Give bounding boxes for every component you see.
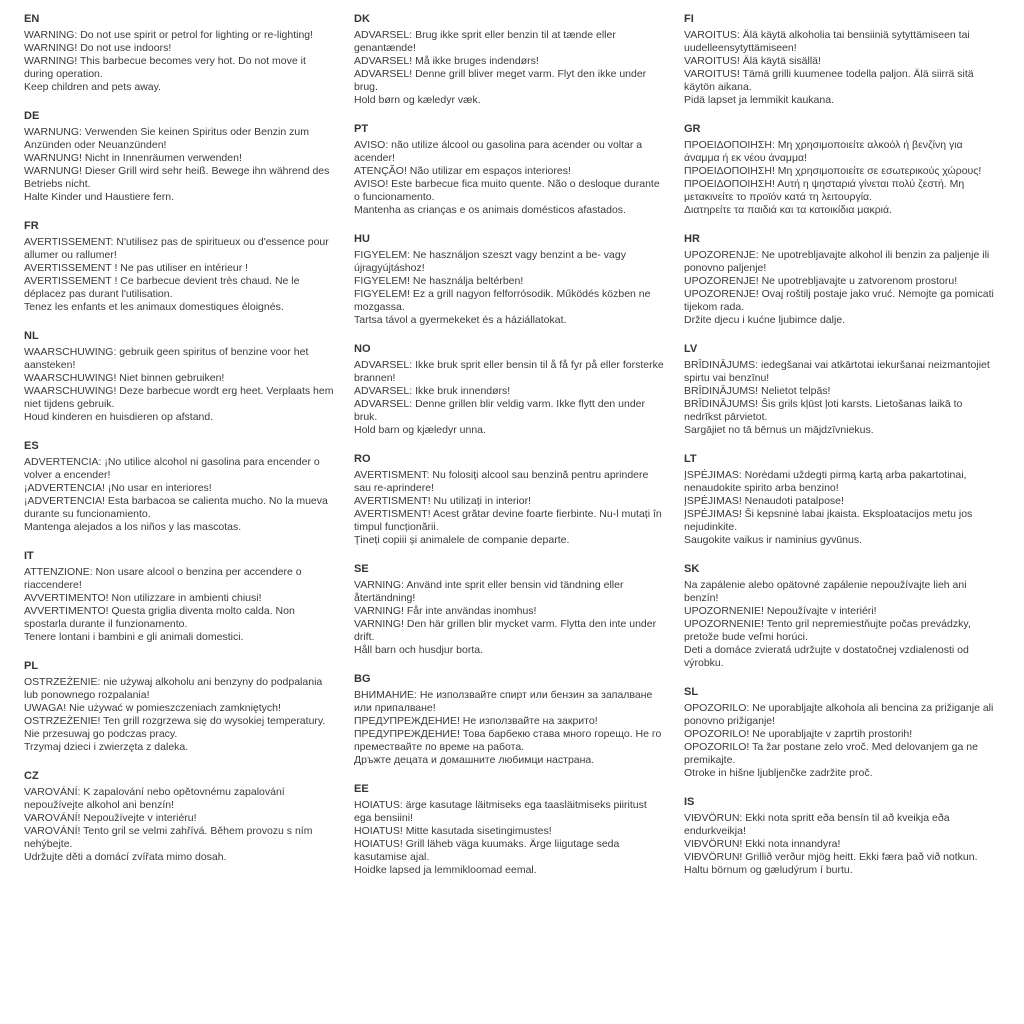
language-section-hr [684,232,996,327]
warning-paragraph: ADVARSEL: Denne grillen blir veldig varm. Ikke flytt den under bruk. [354,398,646,423]
language-code: RO [354,453,371,465]
language-section-bg [354,672,666,767]
warning-paragraph: Țineți copiii și animalele de companie departe. [354,534,570,546]
language-section-en [24,12,336,94]
warning-paragraph: WARNING: Do not use spirit or petrol for lighting or re-lighting! [24,29,314,41]
warning-paragraph: VIÐVÖRUN: Ekki nota spritt eða bensín til að kveikja eða endurkveikja! [684,812,950,837]
warning-paragraph: Keep children and pets away. [24,81,161,93]
warnings-column-1 [24,12,336,1024]
language-code: EN [24,13,40,25]
language-code: NO [354,343,371,355]
language-code: DE [24,110,40,122]
warning-paragraph: VAROITUS! Älä käytä sisällä! [684,55,821,67]
language-section-ee [354,782,666,877]
warning-paragraph: AVERTISSEMENT: N'utilisez pas de spiritueux ou d'essence pour allumer ou rallumer! [24,236,329,261]
warning-paragraph: UPOZORENJE! Ne upotrebljavajte u zatvorenom prostoru! [684,275,958,287]
language-code: SE [354,563,369,575]
warning-paragraph: VAROVÁNÍ: K zapalování nebo opětovnému zapalování nepoužívejte alkohol ani benzín! [24,786,285,811]
warning-paragraph: AVERTISMENT! Nu utilizați in interior! [354,495,531,507]
language-section-dk [354,12,666,107]
warning-paragraph: ADVARSEL! Må ikke bruges indendørs! [354,55,539,67]
warning-paragraph: VAROVÁNÍ! Tento gril se velmi zahřívá. Během provozu s ním nehýbejte. [24,825,313,850]
warning-paragraph: Haltu börnum og gæludýrum í burtu. [684,864,853,876]
warning-paragraph: Houd kinderen en huisdieren op afstand. [24,411,214,423]
warning-paragraph: Pidä lapset ja lemmikit kaukana. [684,94,834,106]
warning-paragraph: Дръжте децата и домашните любимци настрана. [354,754,595,766]
warning-paragraph: AVVERTIMENTO! Non utilizzare in ambienti chiusi! [24,592,262,604]
warning-paragraph: AVISO! Este barbecue fica muito quente. Não o desloque durante o funcionamento. [354,178,660,203]
language-section-no [354,342,666,437]
warning-paragraph: ADVARSEL: Ikke bruk sprit eller bensin til å få fyr på eller forsterke brannen! [354,359,664,384]
warning-paragraph: Hoidke lapsed ja lemmikloomad eemal. [354,864,537,876]
warning-paragraph: AVERTISSEMENT ! Ne pas utiliser en intérieur ! [24,262,249,274]
warning-paragraph: Tartsa távol a gyermekeket és a háziállatokat. [354,314,567,326]
warning-paragraph: Håll barn och husdjur borta. [354,644,483,656]
warning-paragraph: OSTRZEŻENIE! Ten grill rozgrzewa się do wysokiej temperatury. Nie przesuwaj go podczas pracy. [24,715,326,740]
warning-paragraph: UPOZORENJE! Ovaj roštilj postaje jako vruć. Nemojte ga pomicati tijekom rada. [684,288,994,313]
language-code: SL [684,686,699,698]
warning-paragraph: HOIATUS: ärge kasutage läitmiseks ega taasläitmiseks piiritust ega bensiini! [354,799,647,824]
warning-paragraph: UPOZORENJE: Ne upotrebljavajte alkohol ili benzin za paljenje ili ponovno paljenje! [684,249,990,274]
language-code: IT [24,550,34,562]
warning-paragraph: ВНИМАНИЕ: Не използвайте спирт или бензин за запалване или припалване! [354,689,653,714]
warning-paragraph: WARNUNG: Verwenden Sie keinen Spiritus oder Benzin zum Anzünden oder Neuanzünden! [24,126,309,151]
language-section-ro [354,452,666,547]
warning-paragraph: ĮSPĖJIMAS! Nenaudoti patalpose! [684,495,844,507]
warnings-column-3 [684,12,996,1024]
warning-paragraph: WAARSCHUWING! Niet binnen gebruiken! [24,372,225,384]
warning-paragraph: ĮSPĖJIMAS: Norėdami uždegti pirmą kartą arba pakartotinai, nenaudokite spirito arba benzino! [684,469,967,494]
language-section-pl [24,659,336,754]
warning-paragraph: AVISO: não utilize álcool ou gasolina para acender ou voltar a acender! [354,139,643,164]
warning-paragraph: OSTRZEŻENIE: nie używaj alkoholu ani benzyny do podpalania lub ponownego rozpalania! [24,676,323,701]
warning-paragraph: Saugokite vaikus ir naminius gyvūnus. [684,534,863,546]
warning-paragraph: AVERTISMENT! Acest grătar devine foarte fierbinte. Nu-l mutați în timpul funcționării. [354,508,662,533]
warning-paragraph: Deti a domáce zvieratá udržujte v dostatočnej vzdialenosti od výrobku. [684,644,969,669]
language-code: HR [684,233,700,245]
language-code: HU [354,233,370,245]
language-section-sk [684,562,996,670]
warning-paragraph: ПРЕДУПРЕЖДЕНИЕ! Това барбекю става много горещо. Не го премествайте по време на работа. [354,728,662,753]
warning-paragraph: VARNING: Använd inte sprit eller bensin vid tändning eller återtändning! [354,579,624,604]
warning-paragraph: ADVERTENCIA: ¡No utilice alcohol ni gasolina para encender o volver a encender! [24,456,320,481]
warning-paragraph: Hold barn og kjæledyr unna. [354,424,486,436]
language-section-cz [24,769,336,864]
warning-paragraph: WARNUNG! Nicht in Innenräumen verwenden! [24,152,242,164]
warning-paragraph: ADVARSEL: Ikke bruk innendørs! [354,385,511,397]
language-section-es [24,439,336,534]
warning-paragraph: Sargājiet no tā bērnus un mājdzīvniekus. [684,424,874,436]
warning-paragraph: ¡ADVERTENCIA! ¡No usar en interiores! [24,482,212,494]
language-code: EE [354,783,369,795]
language-section-hu [354,232,666,327]
warning-paragraph: ĮSPĖJIMAS! Ši kepsninė labai įkaista. Eksploatacijos metu jos nejudinkite. [684,508,973,533]
warning-paragraph: VAROVÁNÍ! Nepoužívejte v interiéru! [24,812,197,824]
warnings-column-2 [354,12,666,1024]
warning-paragraph: ¡ADVERTENCIA! Esta barbacoa se calienta mucho. No la mueva durante su funcionamiento. [24,495,328,520]
warning-paragraph: UPOZORNENIE! Tento gril nepremiestňujte počas prevádzky, pretože bude veľmi horúci. [684,618,971,643]
warning-paragraph: Držite djecu i kućne ljubimce dalje. [684,314,846,326]
warning-paragraph: Trzymaj dzieci i zwierzęta z daleka. [24,741,189,753]
warning-paragraph: AVVERTIMENTO! Questa griglia diventa molto calda. Non spostarla durante il funzionamento. [24,605,295,630]
warning-paragraph: BRĪDINĀJUMS! Nelietot telpās! [684,385,831,397]
language-section-sl [684,685,996,780]
warning-paragraph: BRĪDINĀJUMS: iedegšanai vai atkārtotai iekuršanai neizmantojiet spirtu vai benzīnu! [684,359,990,384]
warning-paragraph: HOIATUS! Grill läheb väga kuumaks. Ärge liigutage seda kasutamise ajal. [354,838,620,863]
warning-paragraph: UPOZORNENIE! Nepoužívajte v interiéri! [684,605,877,617]
language-section-de [24,109,336,204]
warning-paragraph: Otroke in hišne ljubljenčke zadržite proč. [684,767,873,779]
warning-paragraph: Halte Kinder und Haustiere fern. [24,191,174,203]
language-code: NL [24,330,39,342]
warning-paragraph: Hold børn og kæledyr væk. [354,94,481,106]
warning-paragraph: ADVARSEL: Brug ikke sprit eller benzin til at tænde eller genantænde! [354,29,616,54]
warning-paragraph: ADVARSEL! Denne grill bliver meget varm. Flyt den ikke under brug. [354,68,647,93]
language-section-nl [24,329,336,424]
warning-paragraph: Tenez les enfants et les animaux domestiques éloignés. [24,301,284,313]
warning-paragraph: VARNING! Får inte användas inomhus! [354,605,537,617]
warning-paragraph: VAROITUS: Älä käytä alkoholia tai bensiiniä sytyttämiseen tai uudelleensytyttämiseen! [684,29,970,54]
warning-paragraph: AVERTISMENT: Nu folosiți alcool sau benzină pentru aprindere sau re-aprindere! [354,469,649,494]
language-code: DK [354,13,370,25]
warning-paragraph: WAARSCHUWING! Deze barbecue wordt erg heet. Verplaats hem niet tijdens gebruik. [24,385,334,410]
language-code: PT [354,123,369,135]
language-section-pt [354,122,666,217]
warning-paragraph: UWAGA! Nie używać w pomieszczeniach zamkniętych! [24,702,281,714]
warning-paragraph: FIGYELEM! Ez a grill nagyon felforrósodik. Működés közben ne mozgassa. [354,288,651,313]
warning-paragraph: VARNING! Den här grillen blir mycket varm. Flytta den inte under drift. [354,618,657,643]
language-code: SK [684,563,700,575]
warning-paragraph: OPOZORILO! Ne uporabljajte v zaprtih prostorih! [684,728,913,740]
warning-paragraph: BRĪDINĀJUMS! Šis grils kļūst ļoti karsts. Lietošanas laikā to nedrīkst pārvietot. [684,398,963,423]
warning-paragraph: WAARSCHUWING: gebruik geen spiritus of benzine voor het aansteken! [24,346,309,371]
language-code: FR [24,220,39,232]
language-section-lt [684,452,996,547]
language-code: CZ [24,770,39,782]
warning-paragraph: Tenere lontani i bambini e gli animali domestici. [24,631,244,643]
language-code: ES [24,440,39,452]
language-section-lv [684,342,996,437]
warning-paragraph: Mantenga alejados a los niños y las mascotas. [24,521,242,533]
warning-paragraph: Mantenha as crianças e os animais domésticos afastados. [354,204,626,216]
language-section-se [354,562,666,657]
warning-paragraph: ΠΡΟΕΙΔΟΠΟΙΗΣΗ! Μη χρησιμοποιείτε σε εσωτερικούς χώρους! [684,165,982,177]
warning-paragraph: HOIATUS! Mitte kasutada sisetingimustes! [354,825,552,837]
language-code: IS [684,796,695,808]
language-section-fi [684,12,996,107]
language-code: PL [24,660,39,672]
warning-paragraph: FIGYELEM! Ne használja beltérben! [354,275,524,287]
warning-paragraph: OPOZORILO! Ta žar postane zelo vroč. Med delovanjem ga ne premikajte. [684,741,978,766]
language-section-gr [684,122,996,217]
warning-paragraph: WARNING! Do not use indoors! [24,42,172,54]
language-section-fr [24,219,336,314]
warning-paragraph: ATENÇÃO! Não utilizar em espaços interiores! [354,165,571,177]
language-section-it [24,549,336,644]
warning-paragraph: WARNUNG! Dieser Grill wird sehr heiß. Bewege ihn während des Betriebs nicht. [24,165,330,190]
warning-paragraph: Na zapálenie alebo opätovné zapálenie nepoužívajte lieh ani benzín! [684,579,967,604]
language-code: LT [684,453,697,465]
language-code: FI [684,13,694,25]
warning-paragraph: AVERTISSEMENT ! Ce barbecue devient très chaud. Ne le déplacez pas durant l'utilisation. [24,275,300,300]
language-code: GR [684,123,701,135]
warning-paragraph: ATTENZIONE: Non usare alcool o benzina per accendere o riaccendere! [24,566,302,591]
warning-paragraph: VIÐVÖRUN! Grillið verður mjög heitt. Ekki færa það við notkun. [684,851,978,863]
language-section-is [684,795,996,877]
language-code: LV [684,343,698,355]
warning-paragraph: Udržujte děti a domácí zvířata mimo dosah. [24,851,227,863]
warning-paragraph: ΠΡΟΕΙΔΟΠΟΙΗΣΗ: Μη χρησιμοποιείτε αλκοόλ ή βενζίνη για άναμμα ή εκ νέου άναμμα! [684,139,963,164]
warning-paragraph: Διατηρείτε τα παιδιά και τα κατοικίδια μακριά. [684,204,892,216]
warning-paragraph: OPOZORILO: Ne uporabljajte alkohola ali bencina za prižiganje ali ponovno prižiganje! [684,702,994,727]
language-code: BG [354,673,371,685]
warning-paragraph: VAROITUS! Tämä grilli kuumenee todella paljon. Älä siirrä sitä käytön aikana. [684,68,974,93]
warning-paragraph: WARNING! This barbecue becomes very hot. Do not move it during operation. [24,55,306,80]
warning-paragraph: FIGYELEM: Ne használjon szeszt vagy benzint a be- vagy újragyújtáshoz! [354,249,626,274]
warning-paragraph: ΠΡΟΕΙΔΟΠΟΙΗΣΗ! Αυτή η ψησταριά γίνεται πολύ ζεστή. Μη μετακινείτε το προϊόν κατά τη λειτουργία. [684,178,965,203]
warning-paragraph: ПРЕДУПРЕЖДЕНИЕ! Не използвайте на закрито! [354,715,598,727]
warning-paragraph: VIÐVÖRUN! Ekki nota innandyra! [684,838,841,850]
